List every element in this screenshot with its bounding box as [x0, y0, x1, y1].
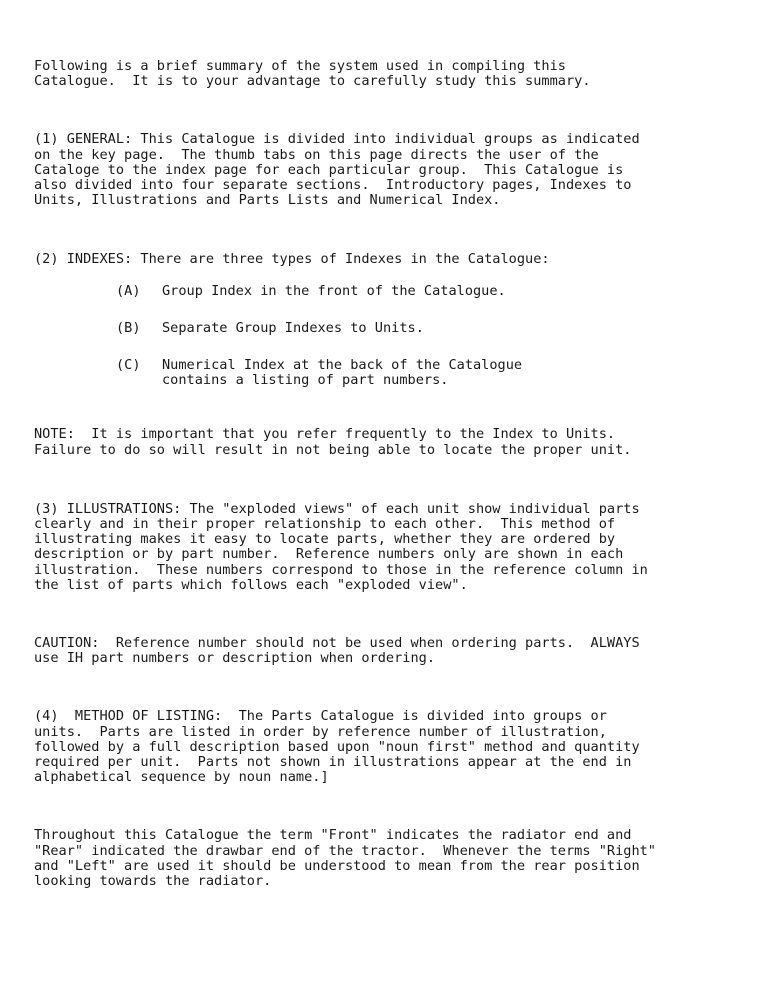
- closing-line: looking towards the radiator.: [34, 873, 272, 890]
- illustrations-line: description or by part number. Reference numbers only are shown in each: [34, 546, 624, 563]
- closing-line: "Rear" indicated the drawbar end of the tractor. Whenever the terms "Right": [34, 842, 656, 859]
- illustrations-line: illustration. These numbers correspond to those in the reference column in: [34, 561, 648, 578]
- index-item-marker: (B): [116, 319, 141, 336]
- general-line: also divided into four separate sections. Introductory pages, Indexes to: [34, 177, 632, 194]
- index-item-a: [34, 284, 734, 299]
- general-paragraph: [34, 132, 734, 208]
- note-line: Failure to do so will result in not being able to locate the proper unit.: [34, 441, 632, 458]
- index-item-c: [34, 358, 734, 388]
- general-line: (1) GENERAL: This Catalogue is divided into individual groups as indicated: [34, 131, 640, 148]
- index-item-b: [34, 321, 734, 336]
- illustrations-paragraph: [34, 502, 734, 593]
- index-item-text: contains a listing of part numbers.: [162, 372, 449, 389]
- closing-line: Throughout this Catalogue the term "Front" indicates the radiator end and: [34, 827, 632, 844]
- illustrations-line: illustrating makes it easy to locate parts, whether they are ordered by: [34, 531, 616, 548]
- intro-line: Following is a brief summary of the system used in compiling this: [34, 58, 566, 74]
- intro-paragraph: [34, 59, 734, 89]
- intro-line: Catalogue. It is to your advantage to carefully study this summary.: [34, 73, 591, 90]
- index-item-text: Numerical Index at the back of the Catalogue: [162, 357, 523, 374]
- indexes-heading-line: (2) INDEXES: There are three types of Indexes in the Catalogue:: [34, 251, 550, 268]
- caution-paragraph: [34, 636, 734, 666]
- caution-line: use IH part numbers or description when ordering.: [34, 650, 436, 667]
- closing-line: and "Left" are used it should be understood to mean from the rear position: [34, 857, 640, 874]
- general-line: Cataloge to the index page for each particular group. This Catalogue is: [34, 161, 624, 178]
- method-line: alphabetical sequence by noun name.]: [34, 769, 329, 786]
- illustrations-line: the list of parts which follows each "exploded view".: [34, 576, 468, 593]
- note-paragraph: [34, 427, 734, 457]
- method-line: (4) METHOD OF LISTING: The Parts Catalogue is divided into groups or: [34, 708, 607, 725]
- catalogue-summary-page: [34, 59, 734, 889]
- method-line: followed by a full description based upon "noun first" method and quantity: [34, 738, 640, 755]
- index-item-marker: (A): [116, 282, 141, 299]
- caution-line: CAUTION: Reference number should not be used when ordering parts. ALWAYS: [34, 635, 640, 652]
- method-line: required per unit. Parts not shown in illustrations appear at the end in: [34, 754, 632, 771]
- index-item-marker: (C): [116, 357, 141, 374]
- method-line: units. Parts are listed in order by reference number of illustration,: [34, 723, 607, 740]
- general-line: Units, Illustrations and Parts Lists and Numerical Index.: [34, 192, 501, 209]
- index-item-text: Group Index in the front of the Catalogue.: [162, 282, 506, 299]
- closing-paragraph: [34, 828, 734, 889]
- illustrations-line: (3) ILLUSTRATIONS: The "exploded views" of each unit show individual parts: [34, 500, 640, 517]
- indexes-heading: [34, 252, 734, 267]
- note-line: NOTE: It is important that you refer frequently to the Index to Units.: [34, 426, 616, 443]
- general-line: on the key page. The thumb tabs on this page directs the user of the: [34, 146, 599, 163]
- index-types-list: [34, 284, 734, 389]
- method-paragraph: [34, 709, 734, 785]
- illustrations-line: clearly and in their proper relationship to each other. This method of: [34, 516, 616, 533]
- index-item-text: Separate Group Indexes to Units.: [162, 319, 424, 336]
